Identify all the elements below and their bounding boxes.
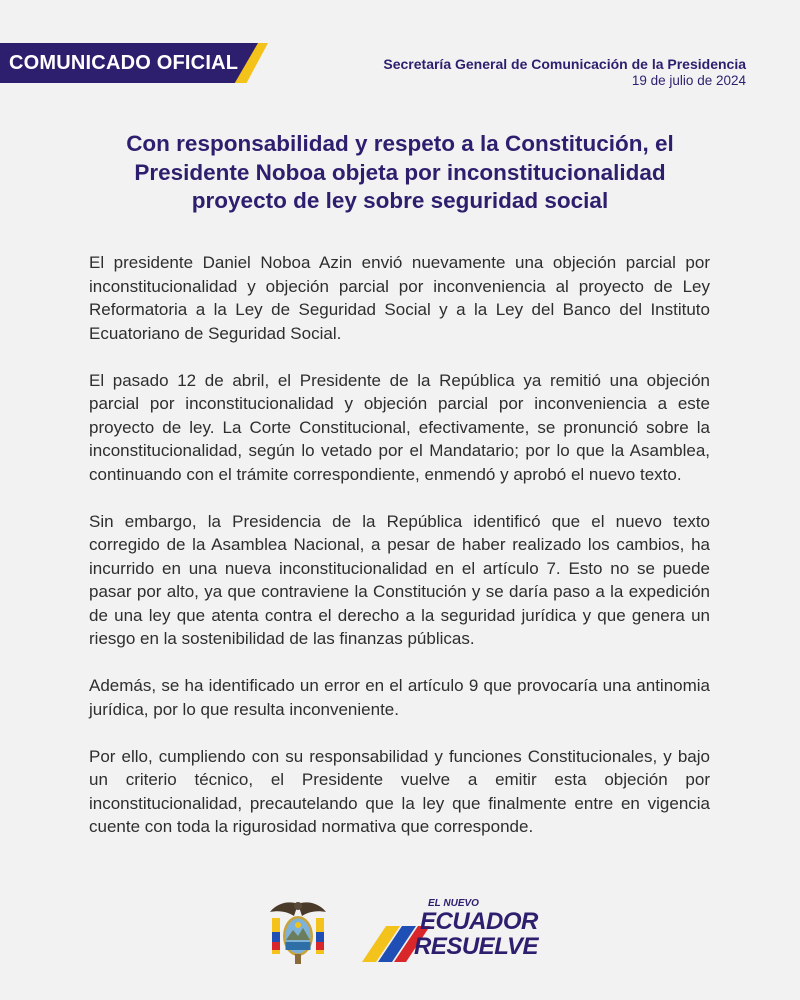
ecuador-coat-of-arms-icon	[268, 898, 328, 966]
paragraph-2: El pasado 12 de abril, el Presidente de la República ya remitió una objeción parcial por inconstitucionalidad y objeción parcial por inconveniencia a este proyecto de ley. La Corte Constitucional, efectivamente, se pronunció sobre la inconstitucionalidad, según lo vetado por el Mandatario; por lo que la Asamblea, continuando con el trámite correspondiente, enmendó y aprobó el nuevo texto.	[89, 370, 710, 484]
logo-text-ecuador: ECUADOR	[420, 908, 538, 935]
logo-text-resuelve: RESUELVE	[414, 933, 539, 960]
header-info	[383, 56, 746, 88]
paragraph-1: El presidente Daniel Noboa Azin envió nuevamente una objeción parcial por inconstitucionalidad y objeción parcial por inconveniencia al proyecto de Ley Reformatoria a la Ley de Seguridad Social y a la Ley del Banco del Instituto Ecuatoriano de Seguridad Social.	[89, 253, 710, 343]
paragraph-3: Sin embargo, la Presidencia de la República identificó que el nuevo texto corregido de la Asamblea Nacional, a pesar de haber realizado los cambios, ha incurrido en una nueva inconstitucionalidad en el artículo 7. Esto no se puede pasar por alto, ya que contraviene la Constitución y se daría paso a la expedición de una ley que atenta contra el derecho a la seguridad jurídica y que genera un riesgo en la sostenibilidad de las finanzas públicas.	[89, 511, 710, 648]
page-title	[60, 130, 740, 216]
logo-text-el-nuevo: EL NUEVO	[428, 898, 479, 909]
organization-name: Secretaría General de Comunicación de la Presidencia	[383, 56, 746, 72]
paragraph-4: Además, se ha identificado un error en el artículo 9 que provocaría una antinomia jurídica, por lo que resulta inconveniente.	[89, 676, 710, 719]
badge-label: COMUNICADO OFICIAL	[9, 52, 239, 74]
publication-date: 19 de julio de 2024	[631, 73, 746, 88]
official-communique-badge	[0, 43, 270, 83]
title-line-1: Con responsabilidad y respeto a la Constitución, el	[126, 131, 674, 156]
title-line-2: Presidente Noboa objeta por inconstitucionalidad	[134, 159, 666, 185]
title-line-3: proyecto de ley sobre seguridad social	[191, 188, 609, 213]
el-nuevo-ecuador-resuelve-logo	[360, 898, 539, 966]
paragraph-5: Por ello, cumpliendo con su responsabilidad y funciones Constitucionales, y bajo un criterio técnico, el Presidente vuelve a emitir esta objeción por inconstitucionalidad, precautelando que la ley que finalmente entre en vigencia cuente con toda la rigurosidad normativa que corresponde.	[89, 746, 710, 836]
communique-body	[89, 251, 710, 862]
